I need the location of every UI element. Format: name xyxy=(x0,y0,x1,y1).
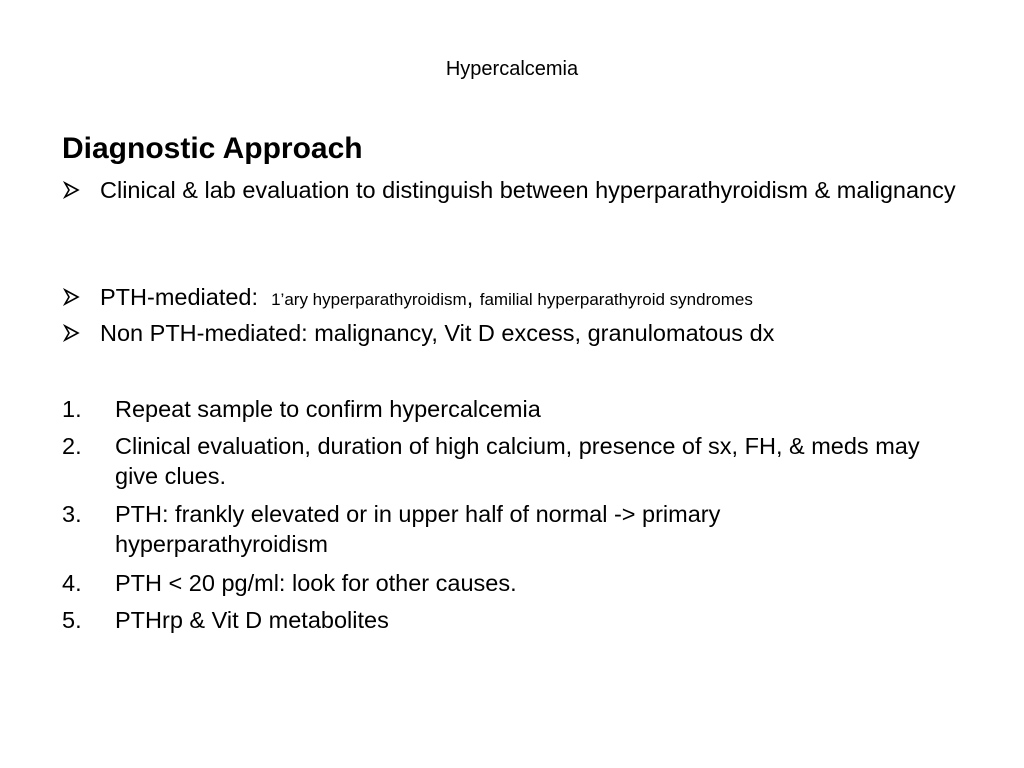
bullet-text: Non PTH-mediated: malignancy, Vit D excess, granulomatous dx xyxy=(100,320,775,346)
arrow-bullet-icon xyxy=(62,176,82,204)
slide-title: Hypercalcemia xyxy=(445,58,579,80)
bullet-separator: , xyxy=(466,284,480,310)
bullet-text: Clinical & lab evaluation to distinguish between hyperparathyroidism & malignancy xyxy=(100,177,956,203)
step-text: PTH: frankly elevated or in upper half of normal -> primary hyperparathyroidism xyxy=(115,501,721,557)
bullet-detail-text: familial hyperparathyroid syndromes xyxy=(479,290,753,309)
arrow-bullet-icon xyxy=(62,319,82,347)
step-item xyxy=(62,431,982,491)
step-item xyxy=(62,605,982,635)
bullet-item xyxy=(62,175,982,205)
bullet-main-text: PTH-mediated: xyxy=(100,284,272,310)
bullet-text xyxy=(62,282,982,315)
step-number: 5. xyxy=(62,607,82,633)
bullet-item xyxy=(62,282,982,315)
section-heading: Diagnostic Approach xyxy=(62,132,363,165)
bullet-item xyxy=(62,318,982,348)
step-item xyxy=(62,499,982,559)
step-text: PTH < 20 pg/ml: look for other causes. xyxy=(115,570,517,596)
step-number: 4. xyxy=(62,570,82,596)
arrow-bullet-icon xyxy=(62,283,82,311)
bullet-detail-text: 1’ary hyperparathyroidism xyxy=(271,290,467,309)
step-number: 3. xyxy=(62,501,82,527)
step-item xyxy=(62,394,982,424)
step-text: PTHrp & Vit D metabolites xyxy=(115,607,389,633)
step-text: Clinical evaluation, duration of high calcium, presence of sx, FH, & meds may give clues. xyxy=(115,433,920,489)
step-item xyxy=(62,568,982,598)
step-number: 1. xyxy=(62,396,82,422)
step-number: 2. xyxy=(62,433,82,459)
step-text: Repeat sample to confirm hypercalcemia xyxy=(115,396,541,422)
